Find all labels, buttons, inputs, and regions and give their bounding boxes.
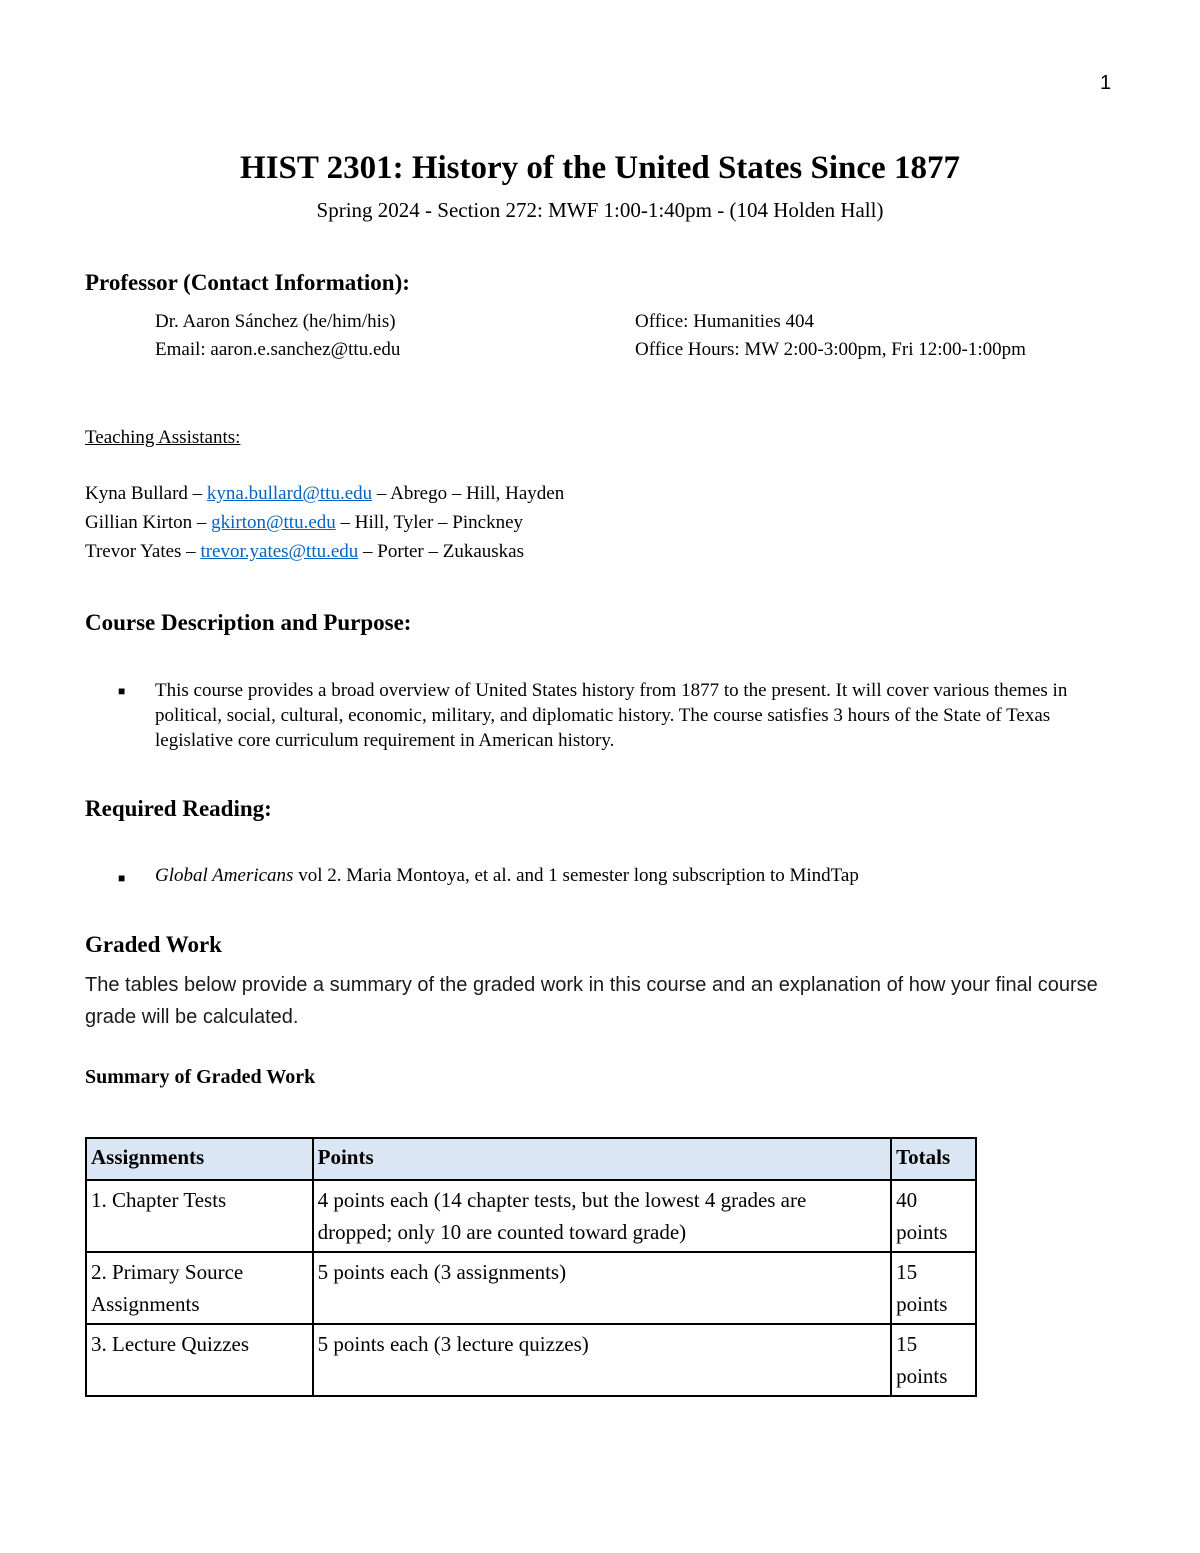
summary-heading: Summary of Graded Work bbox=[85, 1066, 316, 1088]
assignment-cell: 2. Primary Source Assignments bbox=[86, 1252, 313, 1324]
required-reading-item bbox=[155, 865, 859, 887]
total-cell: 15 points bbox=[891, 1324, 976, 1396]
course-description-heading: Course Description and Purpose: bbox=[85, 610, 412, 635]
ta-item bbox=[85, 512, 523, 534]
table-row bbox=[86, 1324, 976, 1396]
ta-heading: Teaching Assistants: bbox=[85, 427, 241, 448]
professor-name: Dr. Aaron Sánchez (he/him/his) bbox=[155, 311, 396, 332]
column-header-totals: Totals bbox=[891, 1138, 976, 1180]
required-reading-heading: Required Reading: bbox=[85, 796, 272, 821]
ta-range: – Abrego – Hill, Hayden bbox=[376, 483, 565, 504]
professor-email: Email: aaron.e.sanchez@ttu.edu bbox=[155, 339, 401, 360]
ta-email-link[interactable]: kyna.bullard@ttu.edu bbox=[206, 483, 373, 504]
total-cell: 40 points bbox=[891, 1180, 976, 1252]
book-details: vol 2. Maria Montoya, et al. and 1 semester long subscription to MindTap bbox=[293, 865, 859, 886]
column-header-assignments: Assignments bbox=[86, 1138, 313, 1180]
ta-email-link[interactable]: gkirton@ttu.edu bbox=[211, 512, 336, 533]
points-cell: 5 points each (3 lecture quizzes) bbox=[313, 1324, 891, 1396]
course-subtitle: Spring 2024 - Section 272: MWF 1:00-1:40pm - (104 Holden Hall) bbox=[316, 198, 884, 222]
professor-office-hours: Office Hours: MW 2:00-3:00pm, Fri 12:00-1:00pm bbox=[635, 339, 1026, 360]
ta-range: – Porter – Zukauskas bbox=[363, 541, 524, 562]
graded-work-heading: Graded Work bbox=[85, 932, 222, 957]
table-row bbox=[86, 1180, 976, 1252]
graded-work-table bbox=[85, 1137, 977, 1397]
assignment-cell: 3. Lecture Quizzes bbox=[86, 1324, 313, 1396]
professor-office: Office: Humanities 404 bbox=[635, 311, 815, 332]
professor-heading: Professor (Contact Information): bbox=[85, 270, 410, 295]
ta-email-link[interactable]: trevor.yates@ttu.edu bbox=[200, 541, 359, 562]
points-cell: 4 points each (14 chapter tests, but the lowest 4 grades are dropped; only 10 are counted toward grade) bbox=[313, 1180, 891, 1252]
ta-item bbox=[85, 483, 564, 505]
book-title: Global Americans bbox=[155, 865, 294, 886]
ta-name: Gillian Kirton – bbox=[85, 512, 207, 533]
ta-range: – Hill, Tyler – Pinckney bbox=[340, 512, 524, 533]
table-header-row bbox=[86, 1138, 976, 1180]
ta-name: Trevor Yates – bbox=[85, 541, 196, 562]
column-header-points: Points bbox=[313, 1138, 891, 1180]
total-cell: 15 points bbox=[891, 1252, 976, 1324]
course-title: HIST 2301: History of the United States Since 1877 bbox=[240, 150, 960, 186]
bullet-icon: ■ bbox=[118, 684, 126, 698]
course-description-text: This course provides a broad overview of United States history from 1877 to the present. It will cover various themes in political, social, cultural, economic, military, and diplomatic history. The course satisfies 3 hours of the State of Texas legislative core curriculum requirement in American history. bbox=[155, 680, 1068, 751]
table-row bbox=[86, 1252, 976, 1324]
page-number: 1 bbox=[1100, 72, 1112, 94]
graded-work-intro: The tables below provide a summary of the graded work in this course and an explanation of how your final course grade will be calculated. bbox=[85, 974, 1098, 1028]
assignment-cell: 1. Chapter Tests bbox=[86, 1180, 313, 1252]
bullet-icon: ■ bbox=[118, 871, 126, 885]
ta-name: Kyna Bullard – bbox=[85, 483, 203, 504]
points-cell: 5 points each (3 assignments) bbox=[313, 1252, 891, 1324]
ta-item bbox=[85, 541, 524, 563]
